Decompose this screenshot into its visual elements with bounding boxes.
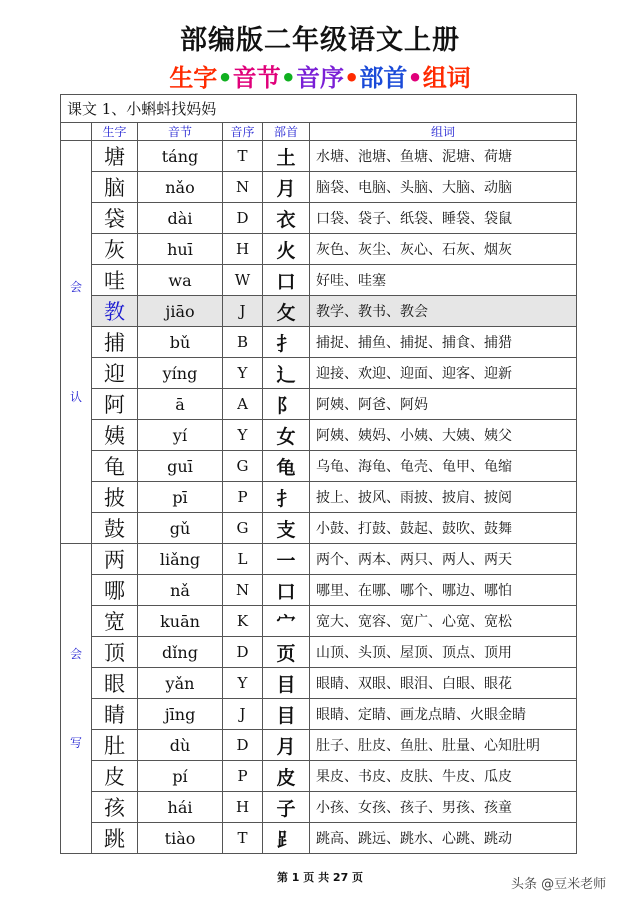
cell-words: 好哇、哇塞: [310, 265, 577, 296]
cell-letter: B: [223, 327, 263, 358]
cell-char: 迎: [92, 358, 138, 389]
subtitle-segment: 组词: [422, 64, 471, 92]
cell-radical: 辶: [263, 358, 310, 389]
cell-letter: G: [223, 451, 263, 482]
page-footer: 第 1 页 共 27 页: [276, 871, 364, 884]
subtitle-segment: •: [407, 64, 423, 92]
cell-words: 小鼓、打鼓、鼓起、鼓吹、鼓舞: [310, 513, 577, 544]
cell-char: 哇: [92, 265, 138, 296]
header-pinyin: 音节: [138, 123, 223, 141]
table-row: [61, 389, 577, 420]
table-row: [61, 141, 577, 172]
cell-char: 披: [92, 482, 138, 513]
subtitle-segment: 音节: [232, 64, 281, 92]
cell-words: 乌龟、海龟、龟壳、龟甲、龟缩: [310, 451, 577, 482]
cell-char: 袋: [92, 203, 138, 234]
table-row: [61, 730, 577, 761]
cell-char: 教: [92, 296, 138, 327]
cell-radical: 页: [263, 637, 310, 668]
cell-words: 两个、两本、两只、两人、两天: [310, 544, 577, 575]
vocabulary-table: [60, 94, 577, 854]
table-row: [61, 482, 577, 513]
cell-radical: 龟: [263, 451, 310, 482]
cell-words: 肚子、肚皮、鱼肚、肚量、心知肚明: [310, 730, 577, 761]
cell-radical: 口: [263, 265, 310, 296]
table-row: [61, 513, 577, 544]
cell-radical: 土: [263, 141, 310, 172]
cell-letter: G: [223, 513, 263, 544]
cell-char: 皮: [92, 761, 138, 792]
cell-radical: 攵: [263, 296, 310, 327]
cell-char: 阿: [92, 389, 138, 420]
page-title: 部编版二年级语文上册: [180, 25, 460, 56]
cell-letter: H: [223, 234, 263, 265]
header-char: 生字: [92, 123, 138, 141]
cell-radical: 一: [263, 544, 310, 575]
table-row: [61, 203, 577, 234]
cell-char: 姨: [92, 420, 138, 451]
subtitle-segment: 部首: [359, 64, 408, 92]
cell-pinyin: guī: [138, 451, 223, 482]
cell-pinyin: nǎo: [138, 172, 223, 203]
cell-char: 孩: [92, 792, 138, 823]
table-row: [61, 699, 577, 730]
subtitle-segment: 音序: [296, 64, 344, 92]
cell-radical: 女: [263, 420, 310, 451]
cell-words: 宽大、宽容、宽广、心宽、宽松: [310, 606, 577, 637]
cell-radical: 火: [263, 234, 310, 265]
cell-radical: 阝: [263, 389, 310, 420]
header-blank: [61, 123, 92, 141]
lesson-title: 课文 1、小蝌蚪找妈妈: [61, 95, 577, 123]
cell-words: 果皮、书皮、皮肤、牛皮、瓜皮: [310, 761, 577, 792]
table-row: [61, 327, 577, 358]
cell-words: 眼睛、双眼、眼泪、白眼、眼花: [310, 668, 577, 699]
table-row: [61, 606, 577, 637]
cell-pinyin: yǎn: [138, 668, 223, 699]
cell-words: 披上、披风、雨披、披肩、披阅: [310, 482, 577, 513]
cell-letter: P: [223, 482, 263, 513]
cell-pinyin: pí: [138, 761, 223, 792]
cell-radical: 扌: [263, 327, 310, 358]
watermark: 头条 @豆米老师: [511, 877, 607, 892]
group-label: 会: [69, 646, 82, 661]
cell-radical: 皮: [263, 761, 310, 792]
subtitle-segment: •: [344, 64, 360, 92]
table-row: [61, 668, 577, 699]
cell-char: 哪: [92, 575, 138, 606]
cell-letter: A: [223, 389, 263, 420]
subtitle-segment: •: [217, 64, 233, 92]
cell-letter: J: [223, 296, 263, 327]
cell-words: 口袋、袋子、纸袋、睡袋、袋鼠: [310, 203, 577, 234]
subtitle-segment: 生字: [169, 64, 218, 92]
cell-char: 龟: [92, 451, 138, 482]
group-recognize: [61, 141, 92, 544]
cell-char: 宽: [92, 606, 138, 637]
cell-letter: J: [223, 699, 263, 730]
cell-char: 塘: [92, 141, 138, 172]
cell-radical: 月: [263, 730, 310, 761]
group-label: 写: [69, 736, 82, 750]
cell-letter: D: [223, 203, 263, 234]
header-radical: 部首: [263, 123, 310, 141]
cell-letter: Y: [223, 668, 263, 699]
cell-pinyin: dù: [138, 730, 223, 761]
cell-letter: D: [223, 730, 263, 761]
cell-radical: 支: [263, 513, 310, 544]
cell-letter: T: [223, 141, 263, 172]
table-row: [61, 544, 577, 575]
cell-words: 山顶、头顶、屋顶、顶点、顶用: [310, 637, 577, 668]
cell-letter: T: [223, 823, 263, 854]
cell-words: 眼睛、定睛、画龙点睛、火眼金睛: [310, 699, 577, 730]
cell-words: 小孩、女孩、孩子、男孩、孩童: [310, 792, 577, 823]
cell-pinyin: tiào: [138, 823, 223, 854]
table-row: [61, 172, 577, 203]
cell-radical: 口: [263, 575, 310, 606]
cell-radical: 月: [263, 172, 310, 203]
header-letter: 音序: [223, 123, 263, 141]
cell-pinyin: jiāo: [138, 296, 223, 327]
cell-words: 阿姨、阿爸、阿妈: [310, 389, 577, 420]
cell-pinyin: yí: [138, 420, 223, 451]
table-row: [61, 792, 577, 823]
cell-words: 捕捉、捕鱼、捕捉、捕食、捕猎: [310, 327, 577, 358]
group-label: 会: [69, 280, 82, 295]
cell-letter: L: [223, 544, 263, 575]
cell-letter: N: [223, 575, 263, 606]
cell-char: 鼓: [92, 513, 138, 544]
cell-pinyin: dài: [138, 203, 223, 234]
cell-char: 顶: [92, 637, 138, 668]
cell-letter: H: [223, 792, 263, 823]
cell-letter: Y: [223, 358, 263, 389]
cell-letter: W: [223, 265, 263, 296]
cell-words: 跳高、跳远、跳水、心跳、跳动: [310, 823, 577, 854]
cell-radical: ⻊: [263, 823, 310, 854]
group-write: [61, 544, 92, 854]
header-words: 组词: [310, 123, 577, 141]
table-row: [61, 637, 577, 668]
cell-words: 水塘、池塘、鱼塘、泥塘、荷塘: [310, 141, 577, 172]
table-row: [61, 358, 577, 389]
cell-words: 灰色、灰尘、灰心、石灰、烟灰: [310, 234, 577, 265]
table-row: [61, 296, 577, 327]
cell-pinyin: gǔ: [138, 513, 223, 544]
lesson-title-row: [61, 95, 577, 123]
cell-pinyin: nǎ: [138, 575, 223, 606]
cell-pinyin: yíng: [138, 358, 223, 389]
cell-pinyin: ā: [138, 389, 223, 420]
cell-letter: P: [223, 761, 263, 792]
table-row: [61, 265, 577, 296]
cell-char: 灰: [92, 234, 138, 265]
table-row: [61, 451, 577, 482]
cell-words: 教学、教书、教会: [310, 296, 577, 327]
cell-char: 跳: [92, 823, 138, 854]
cell-radical: 宀: [263, 606, 310, 637]
cell-char: 脑: [92, 172, 138, 203]
cell-words: 哪里、在哪、哪个、哪边、哪怕: [310, 575, 577, 606]
cell-pinyin: jīng: [138, 699, 223, 730]
cell-pinyin: kuān: [138, 606, 223, 637]
cell-char: 肚: [92, 730, 138, 761]
table-row: [61, 234, 577, 265]
table-row: [61, 761, 577, 792]
cell-letter: N: [223, 172, 263, 203]
table-row: [61, 575, 577, 606]
group-label: 认: [69, 389, 82, 404]
cell-pinyin: bǔ: [138, 327, 223, 358]
cell-pinyin: liǎng: [138, 544, 223, 575]
cell-radical: 衣: [263, 203, 310, 234]
cell-words: 脑袋、电脑、头脑、大脑、动脑: [310, 172, 577, 203]
cell-letter: D: [223, 637, 263, 668]
subtitle: [0, 58, 640, 93]
cell-letter: K: [223, 606, 263, 637]
cell-pinyin: dǐng: [138, 637, 223, 668]
table-row: [61, 420, 577, 451]
cell-words: 阿姨、姨妈、小姨、大姨、姨父: [310, 420, 577, 451]
subtitle-segment: •: [280, 64, 296, 92]
header-row: [61, 123, 577, 141]
cell-radical: 目: [263, 668, 310, 699]
cell-radical: 扌: [263, 482, 310, 513]
table-row: [61, 823, 577, 854]
cell-char: 眼: [92, 668, 138, 699]
cell-pinyin: táng: [138, 141, 223, 172]
cell-char: 睛: [92, 699, 138, 730]
cell-char: 两: [92, 544, 138, 575]
cell-pinyin: huī: [138, 234, 223, 265]
cell-pinyin: wa: [138, 265, 223, 296]
cell-words: 迎接、欢迎、迎面、迎客、迎新: [310, 358, 577, 389]
cell-pinyin: pī: [138, 482, 223, 513]
cell-letter: Y: [223, 420, 263, 451]
cell-char: 捕: [92, 327, 138, 358]
cell-radical: 子: [263, 792, 310, 823]
cell-radical: 目: [263, 699, 310, 730]
cell-pinyin: hái: [138, 792, 223, 823]
